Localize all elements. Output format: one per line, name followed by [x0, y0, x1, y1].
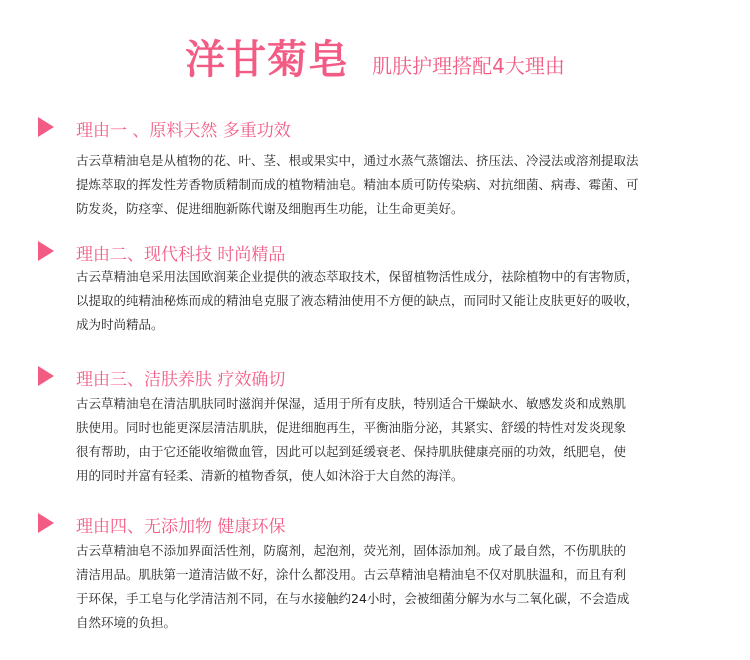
reason-body-line: 用的同时并富有轻柔、清新的植物香氛，使人如沐浴于大自然的海洋。 — [76, 468, 464, 483]
reason-body-line: 提炼萃取的挥发性芳香物质精制而成的植物精油皂。精油本质可防传染病、对抗细菌、病毒、霉菌、可 — [76, 177, 639, 192]
reason-body-line: 清洁用品。肌肤第一道清洁做不好，涂什么都没用。古云草精油皂精油皂不仅对肌肤温和，而且有利 — [76, 567, 627, 582]
reason-body-line: 古云草精油皂不添加界面活性剂，防腐剂，起泡剂，荧光剂，固体添加剂。成了最自然，不伤肌肤的 — [76, 543, 627, 558]
reason-body-line: 成为时尚精品。 — [76, 317, 164, 332]
reason-title: 理由四、无添加物 健康环保 — [76, 517, 286, 537]
reason-body-line: 古云草精油皂采用法国欧润莱企业提供的液态萃取技术，保留植物活性成分，祛除植物中的有害物质， — [76, 269, 639, 284]
triangle-right-icon — [38, 117, 54, 137]
reason-body-line: 古云草精油皂在清洁肌肤同时滋润并保湿，适用于所有皮肤，特别适合干燥缺水、敏感发炎和成熟肌 — [76, 396, 627, 411]
triangle-right-icon — [38, 241, 54, 261]
reason-body — [76, 265, 726, 337]
triangle-right-icon — [38, 513, 54, 533]
reason-body-line: 防发炎，防痉挛、促进细胞新陈代谢及细胞再生功能，让生命更美好。 — [76, 201, 464, 216]
reason-body-line: 于环保，手工皂与化学清洁剂不同，在与水接触约24小时，会被细菌分解为水与二氧化碳，不会造成 — [76, 591, 630, 606]
page-header — [0, 28, 750, 85]
reason-body — [76, 149, 726, 221]
reason-title: 理由一 、原料天然 多重功效 — [76, 121, 291, 141]
page-subtitle: 肌肤护理搭配4大理由 — [372, 54, 565, 78]
reason-body-line: 很有帮助，由于它还能收缩微血管，因此可以起到延缓衰老、保持肌肤健康亮丽的功效，纸肥皂，使 — [76, 444, 627, 459]
brand-title: 洋甘菊皂 — [185, 37, 350, 83]
reason-body — [76, 392, 726, 488]
reason-title: 理由二、现代科技 时尚精品 — [76, 245, 286, 265]
reason-body — [76, 539, 726, 635]
reason-body-line: 肤使用。同时也能更深层清洁肌肤，促进细胞再生，平衡油脂分泌，其紧实、舒缓的特性对发炎现象 — [76, 420, 627, 435]
reason-body-line: 自然环境的负担。 — [76, 615, 177, 630]
triangle-right-icon — [38, 366, 54, 386]
reason-body-line: 古云草精油皂是从植物的花、叶、茎、根或果实中，通过水蒸气蒸馏法、挤压法、冷浸法或溶剂提取法 — [76, 153, 639, 168]
reason-body-line: 以提取的纯精油秘炼而成的精油皂克服了液态精油使用不方便的缺点，而同时又能让皮肤更好的吸收， — [76, 293, 639, 308]
reason-title: 理由三、洁肤养肤 疗效确切 — [76, 370, 286, 390]
